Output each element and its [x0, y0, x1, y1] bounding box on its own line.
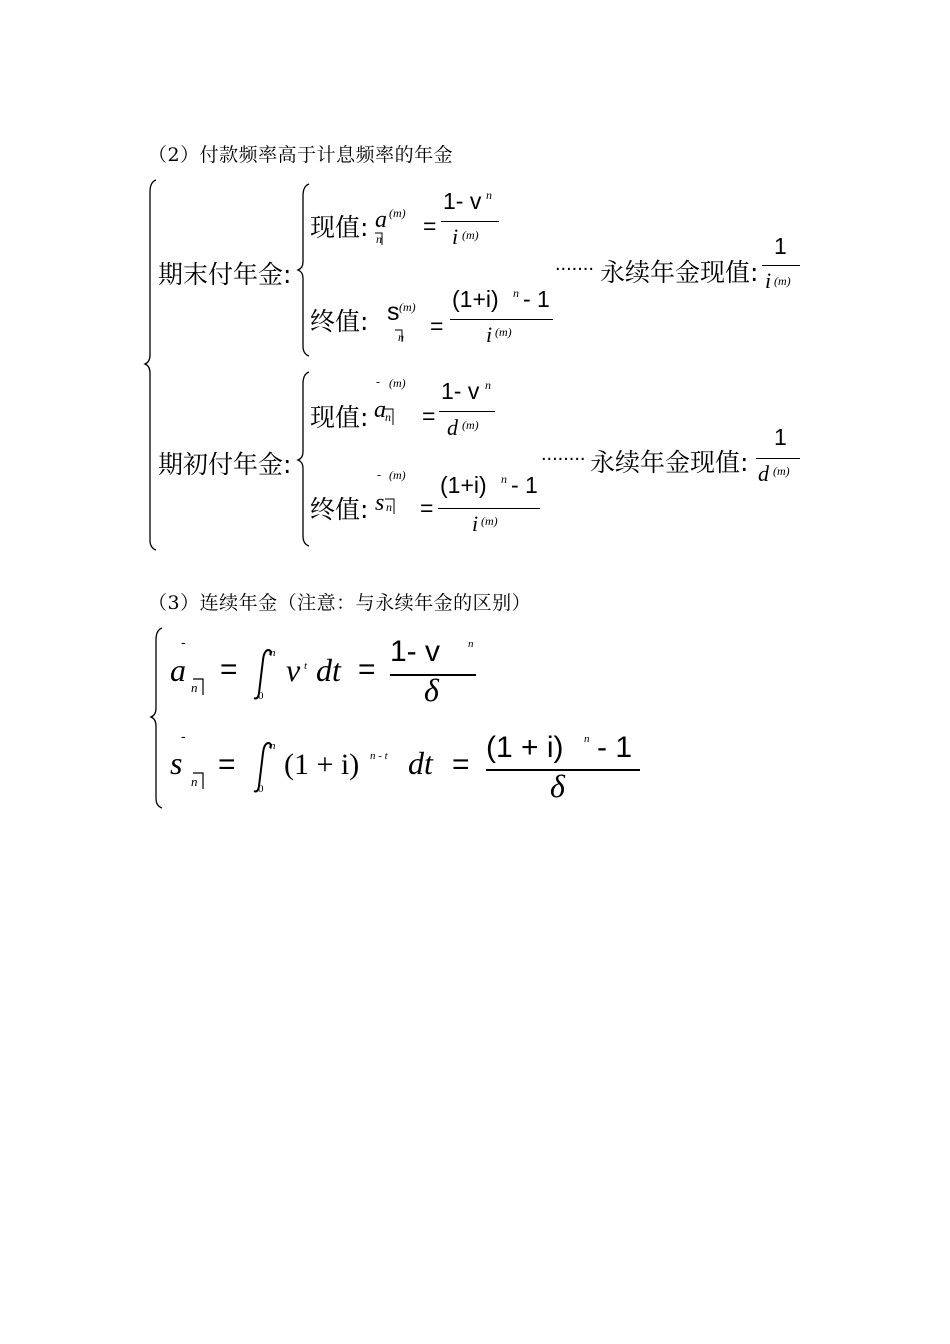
begin-perp-dots: ........ [541, 443, 586, 465]
fraction-line [450, 319, 553, 320]
end-pv-denominator: i [452, 224, 459, 249]
end-perp-dots: ....... [555, 253, 594, 275]
equals-sign: = [420, 495, 434, 521]
begin-pv-sup: (m) [389, 376, 406, 390]
row1-dt: dt [316, 652, 341, 688]
row2-denominator: δ [550, 768, 565, 804]
row1-integrand: v [286, 652, 301, 688]
row2-num-tail: - 1 [597, 731, 633, 764]
continuous-brace [151, 628, 162, 808]
row1-eq2: = [358, 653, 376, 686]
end-pv-numerator: 1- v [443, 188, 482, 214]
row2-lhs: s [170, 745, 183, 781]
row2-eq: = [218, 748, 236, 781]
fraction-line [756, 458, 800, 459]
end-brace [298, 184, 309, 356]
equals-sign: = [430, 313, 444, 339]
row2-int-upper: n [270, 740, 276, 752]
row1-denominator: δ [424, 672, 439, 708]
end-perp-den-sup: (m) [774, 274, 791, 288]
row2-integrand: (1 + i) [284, 748, 360, 781]
end-fv-denominator: i [486, 322, 493, 347]
equals-sign: = [423, 213, 437, 239]
end-annuity-label: 期末付年金: [158, 260, 292, 289]
row2-bar: - [181, 729, 186, 745]
begin-fv-denominator: i [472, 511, 479, 536]
begin-brace [298, 372, 309, 546]
section3-title: （3）连续年金（注意：与永续年金的区别） [148, 592, 532, 614]
end-pv-sup: (m) [389, 206, 406, 220]
begin-fv-num-sup: n [501, 472, 507, 486]
begin-fv-sub: n [386, 500, 392, 514]
equals-sign: = [422, 403, 436, 429]
end-fv-label: 终值: [310, 307, 369, 336]
begin-pv-den-sup: (m) [462, 418, 479, 432]
end-fv-sup: (m) [399, 300, 416, 314]
begin-fv-den-sup: (m) [481, 514, 498, 528]
row1-int-upper: n [270, 647, 276, 659]
begin-fv-sup: (m) [389, 468, 406, 482]
row1-integrand-sup: t [304, 660, 308, 672]
end-fv-symbol: s [387, 298, 400, 326]
begin-pv-sub: n [385, 410, 391, 424]
row2-int-lower: 0 [258, 783, 264, 795]
begin-pv-bar: - [376, 375, 381, 389]
begin-fv-bar: - [377, 468, 382, 482]
begin-perp-den-sup: (m) [773, 464, 790, 478]
row2-num-sup: n [584, 733, 590, 745]
begin-pv-numerator: 1- v [441, 378, 480, 404]
row1-numerator: 1- v [390, 635, 441, 668]
row2-dt: dt [408, 745, 433, 781]
end-fv-num-sup: n [513, 286, 519, 300]
end-pv-den-sup: (m) [462, 228, 479, 242]
fraction-line [441, 221, 499, 222]
end-perp-denominator: i [765, 268, 772, 293]
begin-annuity-label: 期初付年金: [158, 450, 292, 479]
row1-int-lower: 0 [258, 690, 264, 702]
row1-eq: = [220, 653, 238, 686]
row1-sub: n [191, 680, 198, 695]
begin-fv-num-tail: - 1 [511, 472, 538, 498]
end-fv-numerator: (1+i) [452, 286, 499, 312]
begin-pv-symbol: a [374, 397, 386, 423]
begin-perp-numerator: 1 [774, 424, 787, 450]
row1-num-sup: n [468, 638, 474, 650]
end-fv-den-sup: (m) [495, 325, 512, 339]
begin-fv-numerator: (1+i) [440, 472, 487, 498]
end-pv-sub: n [376, 232, 382, 246]
end-pv-label: 现值: [310, 213, 369, 242]
row2-integrand-sup: n - t [370, 750, 388, 762]
begin-fv-label: 终值: [310, 495, 369, 524]
fraction-line [762, 265, 800, 266]
begin-pv-label: 现值: [310, 403, 369, 432]
row2-eq2: = [452, 748, 470, 781]
begin-fv-symbol: s [375, 490, 385, 516]
begin-perp-denominator: d [758, 461, 769, 486]
row2-sub: n [191, 774, 198, 789]
fraction-line [438, 508, 540, 509]
begin-pv-num-sup: n [485, 378, 491, 392]
end-perp-label: 永续年金现值: [600, 258, 759, 287]
fraction-line [439, 411, 495, 412]
row1-lhs: a [170, 652, 186, 688]
outer-brace [145, 180, 156, 550]
begin-perp-label: 永续年金现值: [590, 448, 749, 477]
end-fv-sub: n [398, 330, 404, 344]
end-fv-num-tail: - 1 [523, 286, 550, 312]
end-perp-numerator: 1 [774, 233, 787, 259]
row2-numerator: (1 + i) [486, 731, 564, 764]
end-pv-num-sup: n [486, 188, 492, 202]
section2-title: （2）付款频率高于计息频率的年金 [148, 144, 454, 166]
row1-bar: - [181, 635, 186, 651]
end-pv-symbol: a [375, 207, 387, 233]
begin-pv-denominator: d [447, 415, 458, 440]
